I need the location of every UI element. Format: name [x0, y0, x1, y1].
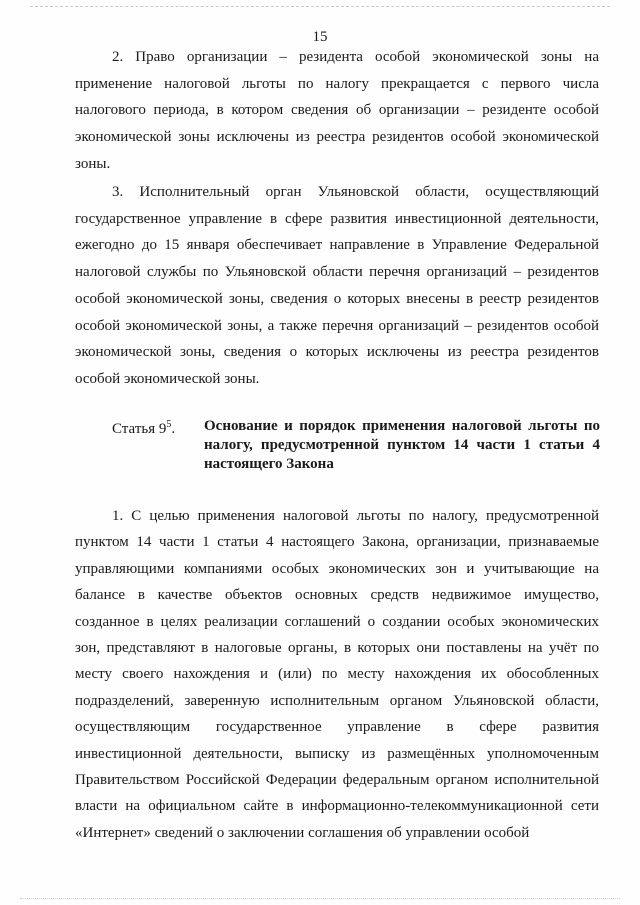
- scan-artifact-top: [30, 6, 610, 8]
- article-label-suffix: .: [171, 421, 176, 437]
- article-label: [112, 419, 175, 439]
- article-title: Основание и порядок применения налоговой льготы по налогу, предусмотренной пунктом 14 части 1 статьи 4 настоящего Закона: [204, 418, 600, 472]
- paragraph-3: 3. Исполнительный орган Ульяновской области, осуществляющий государственное управление в сфере развития инвестиционной деятельности, ежегодно до 15 января обеспечивает направление в Управление Федеральной налоговой службы по Ульяновской области перечня организаций – резидентов особой экономической зоны, сведения о которых внесены в реестр резидентов особой экономической зоны, а также перечня организаций – резидентов особой экономической зоны, сведения о которых исключены из реестра резидентов особой экономической зоны.: [75, 184, 599, 387]
- scan-artifact-bottom: [20, 898, 620, 900]
- paragraph-2: 2. Право организации – резидента особой экономической зоны на применение налоговой льготы по налогу прекращается с первого числа налогового периода, в котором сведения об организации – резиденте особой экономической зоны исключены из реестра резидентов особой экономической зоны.: [75, 49, 599, 172]
- article-label-superscript: 5: [166, 419, 172, 430]
- page-number: 15: [312, 29, 328, 45]
- article-label-text: Статья 9: [112, 421, 167, 437]
- article-paragraph-1: 1. С целью применения налоговой льготы по налогу, предусмотренной пунктом 14 части 1 статьи 4 настоящего Закона, организации, признаваемые управляющими компаниями особых экономических зон и учитывающие на балансе в качестве объектов основных средств недвижимое имущество, созданное в целях реализации соглашений о создании особых экономических зон, представляют в налоговые органы, в которых они поставлены на учёт по месту своего нахождения и (или) по месту нахождения их обособленных подразделений, заверенную исполнительным органом Ульяновской области, осуществляющим государственное управление в сфере развития инвестиционной деятельности, выписку из размещённых уполномоченным Правительством Российской Федерации федеральным органом исполнительной власти на официальном сайте в информационно-телекоммуникационной сети «Интернет» сведений о заключении соглашения об управлении особой: [75, 508, 599, 841]
